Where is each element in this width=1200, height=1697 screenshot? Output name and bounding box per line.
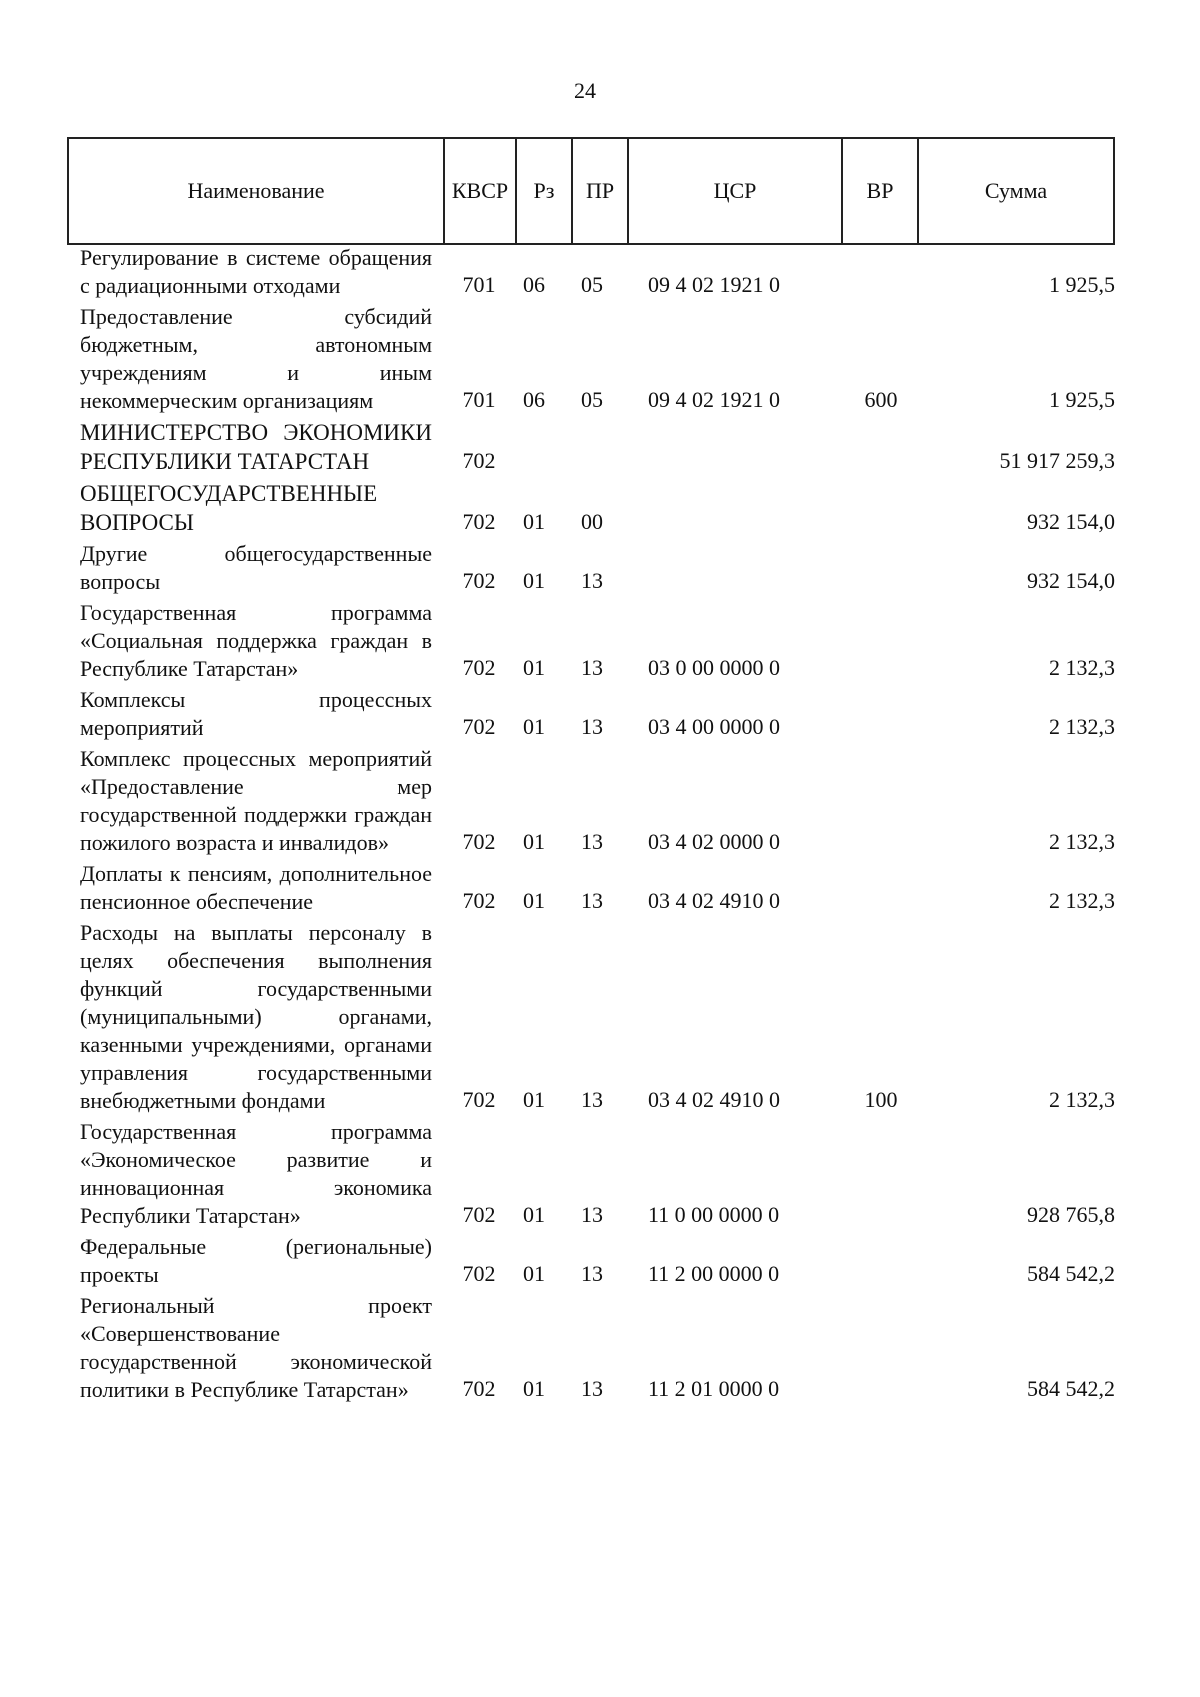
row-sum: 1 925,5 (1049, 272, 1115, 297)
row-pr: 13 (581, 1261, 603, 1286)
row-csr: 03 4 02 0000 0 (648, 829, 780, 854)
row-sum: 928 765,8 (1027, 1202, 1115, 1227)
table-row (80, 1292, 1120, 1404)
row-pr: 13 (581, 1202, 603, 1227)
row-csr: 09 4 02 1921 0 (648, 387, 780, 412)
row-csr: 03 4 02 4910 0 (648, 1087, 780, 1112)
row-rz: 01 (523, 1261, 545, 1286)
row-rz: 01 (523, 509, 545, 534)
row-name: Предоставление субсидий бюджетным, автономным учреждениям и иным некоммерческим организациям (80, 304, 432, 413)
row-rz: 01 (523, 1376, 545, 1401)
row-name: Государственная программа «Экономическое развитие и инновационная экономика Республики Татарстан» (80, 1119, 432, 1228)
row-kvsr: 702 (462, 448, 496, 473)
row-sum: 2 132,3 (1049, 888, 1115, 913)
row-rz: 01 (523, 888, 545, 913)
header-pr: ПР (572, 138, 628, 244)
row-csr: 09 4 02 1921 0 (648, 272, 780, 297)
row-name: Комплекс процессных мероприятий «Предоставление мер государственной поддержки граждан пожилого возраста и инвалидов» (80, 746, 432, 855)
table-row (80, 303, 1120, 415)
row-kvsr: 702 (462, 568, 496, 593)
row-csr: 03 4 02 4910 0 (648, 888, 780, 913)
row-sum: 932 154,0 (1027, 509, 1115, 534)
row-name: Доплаты к пенсиям, дополнительное пенсионное обеспечение (80, 861, 432, 914)
page-number: 24 (574, 78, 596, 103)
row-name: Федеральные (региональные) проекты (80, 1234, 432, 1287)
row-csr: 03 4 00 0000 0 (648, 714, 780, 739)
row-name: Другие общегосударственные вопросы (80, 541, 432, 594)
header-rz: Рз (516, 138, 572, 244)
row-sum: 2 132,3 (1049, 714, 1115, 739)
table-row (80, 686, 1120, 742)
row-sum: 2 132,3 (1049, 655, 1115, 680)
table-row (80, 418, 1120, 476)
row-sum: 2 132,3 (1049, 1087, 1115, 1112)
row-csr: 11 2 00 0000 0 (648, 1261, 780, 1286)
row-csr: 03 0 00 0000 0 (648, 655, 780, 680)
row-sum: 584 542,2 (1027, 1376, 1115, 1401)
row-name: ОБЩЕГОСУДАРСТВЕННЫЕ ВОПРОСЫ (80, 481, 378, 535)
header-name: Наименование (68, 138, 444, 244)
table-header (67, 137, 1115, 245)
table-row (80, 244, 1120, 300)
row-name: Государственная программа «Социальная поддержка граждан в Республике Татарстан» (80, 600, 432, 681)
row-name: Регулирование в системе обращения с радиационными отходами (80, 245, 432, 298)
row-rz: 01 (523, 714, 545, 739)
row-pr: 13 (581, 1087, 603, 1112)
row-csr: 11 2 01 0000 0 (648, 1376, 780, 1401)
row-csr: 11 0 00 0000 0 (648, 1202, 780, 1227)
row-kvsr: 702 (462, 1376, 496, 1401)
row-sum: 1 925,5 (1049, 387, 1115, 412)
table-row (80, 540, 1120, 596)
row-sum: 2 132,3 (1049, 829, 1115, 854)
row-rz: 01 (523, 829, 545, 854)
row-pr: 05 (581, 272, 603, 297)
table-row (80, 1118, 1120, 1230)
row-kvsr: 702 (462, 829, 496, 854)
row-name: Расходы на выплаты персоналу в целях обеспечения выполнения функций государственными (муниципальными) органами, казенными учреждениями, органами управления государственными внебюджетными фондами (80, 920, 432, 1113)
row-kvsr: 702 (462, 509, 496, 534)
row-name: Комплексы процессных мероприятий (80, 687, 432, 740)
row-rz: 06 (523, 272, 545, 297)
row-sum: 51 917 259,3 (999, 448, 1115, 473)
row-sum: 932 154,0 (1027, 568, 1115, 593)
row-rz: 01 (523, 1202, 545, 1227)
row-pr: 13 (581, 714, 603, 739)
row-pr: 13 (581, 568, 603, 593)
header-kvsr: КВСР (444, 138, 516, 244)
row-kvsr: 702 (462, 1202, 496, 1227)
row-pr: 13 (581, 1376, 603, 1401)
row-pr: 13 (581, 888, 603, 913)
table-row (80, 745, 1120, 857)
row-name: Региональный проект «Совершенствование государственной экономической политики в Республике Татарстан» (80, 1293, 432, 1402)
row-kvsr: 702 (462, 714, 496, 739)
row-name: МИНИСТЕРСТВО ЭКОНОМИКИ РЕСПУБЛИКИ ТАТАРСТАН (80, 420, 432, 474)
row-kvsr: 702 (462, 1087, 496, 1112)
table-row (80, 479, 1120, 537)
table-body (80, 244, 1120, 1404)
row-kvsr: 701 (462, 387, 496, 412)
row-kvsr: 701 (462, 272, 496, 297)
header-sum: Сумма (918, 138, 1114, 244)
row-pr: 13 (581, 655, 603, 680)
table-row (80, 919, 1120, 1115)
row-rz: 01 (523, 568, 545, 593)
row-vr: 600 (864, 387, 898, 412)
header-vr: ВР (842, 138, 918, 244)
row-pr: 00 (581, 509, 603, 534)
table-row (80, 860, 1120, 916)
row-vr: 100 (864, 1087, 898, 1112)
row-rz: 01 (523, 1087, 545, 1112)
row-rz: 01 (523, 655, 545, 680)
header-csr: ЦСР (628, 138, 842, 244)
row-kvsr: 702 (462, 1261, 496, 1286)
table-row (80, 599, 1120, 683)
row-rz: 06 (523, 387, 545, 412)
row-kvsr: 702 (462, 888, 496, 913)
row-pr: 05 (581, 387, 603, 412)
table-row (80, 1233, 1120, 1289)
row-sum: 584 542,2 (1027, 1261, 1115, 1286)
row-kvsr: 702 (462, 655, 496, 680)
row-pr: 13 (581, 829, 603, 854)
